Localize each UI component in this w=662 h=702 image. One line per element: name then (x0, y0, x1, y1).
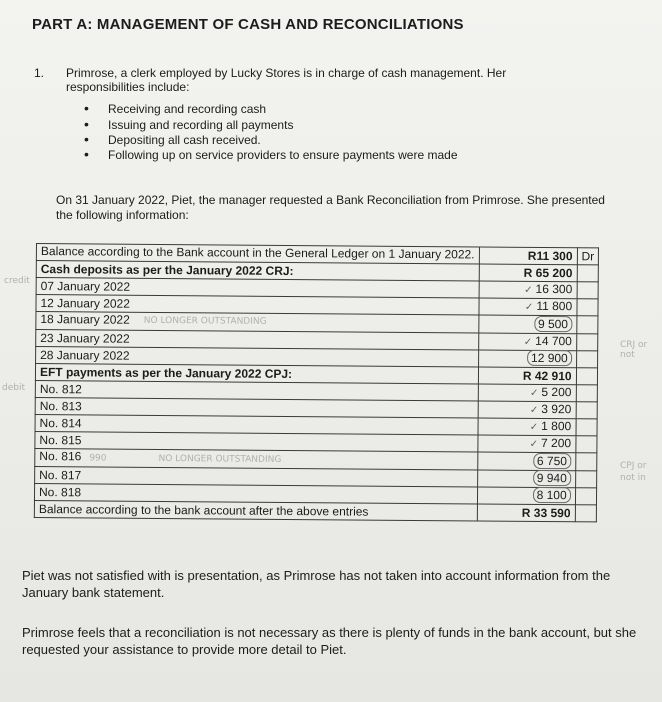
check-mark-icon: ✓ (529, 438, 539, 450)
reconciliation-table (34, 243, 599, 522)
section-title: PART A: MANAGEMENT OF CASH AND RECONCILIATIONS (32, 16, 464, 33)
cpj-amount: 1 800 (541, 418, 572, 434)
pencil-note: CRJ or not (620, 340, 648, 360)
opening-amount: R11 300 (479, 247, 577, 265)
list-item: • Issuing and recording all payments (84, 118, 458, 133)
paragraph-request: Primrose feels that a reconciliation is not necessary as there is plenty of funds in the bank account, but she requested your assistance to provide more detail to Piet. (22, 625, 637, 657)
opening-side: Dr (577, 248, 599, 265)
cpj-number: No. 812 (35, 380, 478, 400)
opening-label: Balance according to the Bank account in the General Ledger on 1 January 2022. (36, 244, 479, 264)
closing-label: Balance according to the bank account after the above entries (34, 500, 477, 520)
crj-amount: 14 700 (535, 333, 572, 349)
check-mark-icon: ✓ (529, 404, 539, 416)
cpj-label: EFT payments as per the January 2022 CPJ: (35, 364, 478, 384)
pencil-note: 990 (89, 453, 107, 464)
crj-date: 07 January 2022 (36, 278, 479, 298)
cpj-amount: 8 100 (533, 487, 571, 503)
crj-date: 23 January 2022 (36, 330, 479, 350)
cpj-number: No. 813 (35, 397, 478, 417)
check-mark-icon: ✓ (524, 301, 534, 313)
pencil-note: NO LONGER OUTSTANDING (143, 315, 267, 327)
crj-amount: 9 500 (534, 315, 572, 331)
crj-total: R 65 200 (479, 264, 577, 282)
cpj-number: No. 814 (35, 414, 478, 434)
pencil-note: debit (2, 383, 25, 393)
check-mark-icon: ✓ (529, 421, 539, 433)
cpj-amount: 3 920 (541, 401, 572, 417)
cpj-amount: 5 200 (541, 384, 572, 400)
crj-amount: 16 300 (535, 281, 573, 297)
list-item: • Receiving and recording cash (84, 102, 458, 118)
responsibility-list (84, 102, 458, 164)
check-mark-icon: ✓ (530, 387, 539, 399)
paragraph-feedback: Piet was not satisfied with is presentation, as Primrose has not taken into account information from the January bank statement. (22, 568, 611, 600)
check-mark-icon: ✓ (523, 336, 533, 348)
cpj-number: No. 816 (39, 449, 82, 464)
cpj-number: No. 817 (35, 466, 478, 486)
cpj-number: No. 815 (35, 431, 478, 451)
crj-amount: 12 900 (527, 350, 572, 366)
pencil-note: credit (4, 276, 30, 286)
request-paragraph: On 31 January 2022, Piet, the manager requested a Bank Reconciliation from Primrose. She presented the following information: (56, 193, 605, 222)
crj-amount: 11 800 (536, 298, 573, 314)
cpj-amount: 6 750 (533, 452, 571, 468)
crj-date: 18 January 2022 (40, 312, 130, 327)
cpj-amount: 7 200 (540, 435, 572, 451)
pencil-note: NO LONGER OUTSTANDING (158, 453, 282, 465)
table-row (34, 500, 596, 521)
pencil-note: CPJ or not in (620, 461, 647, 483)
cpj-amount: 9 940 (533, 470, 571, 486)
crj-date: 28 January 2022 (36, 347, 479, 367)
list-item: • Depositing all cash received. (84, 133, 458, 148)
question-number: 1. (34, 66, 45, 80)
crj-date: 12 January 2022 (36, 295, 479, 315)
crj-label: Cash deposits as per the January 2022 CRJ: (36, 261, 479, 281)
cpj-number: No. 818 (34, 483, 477, 503)
question-intro: Primrose, a clerk employed by Lucky Stores is in charge of cash management. Her responsibilities include: (66, 66, 507, 94)
list-item: • Following up on service providers to ensure payments were made (84, 148, 458, 164)
closing-amount: R 33 590 (477, 504, 575, 522)
check-mark-icon: ✓ (524, 284, 533, 296)
cpj-total: R 42 910 (478, 367, 576, 385)
